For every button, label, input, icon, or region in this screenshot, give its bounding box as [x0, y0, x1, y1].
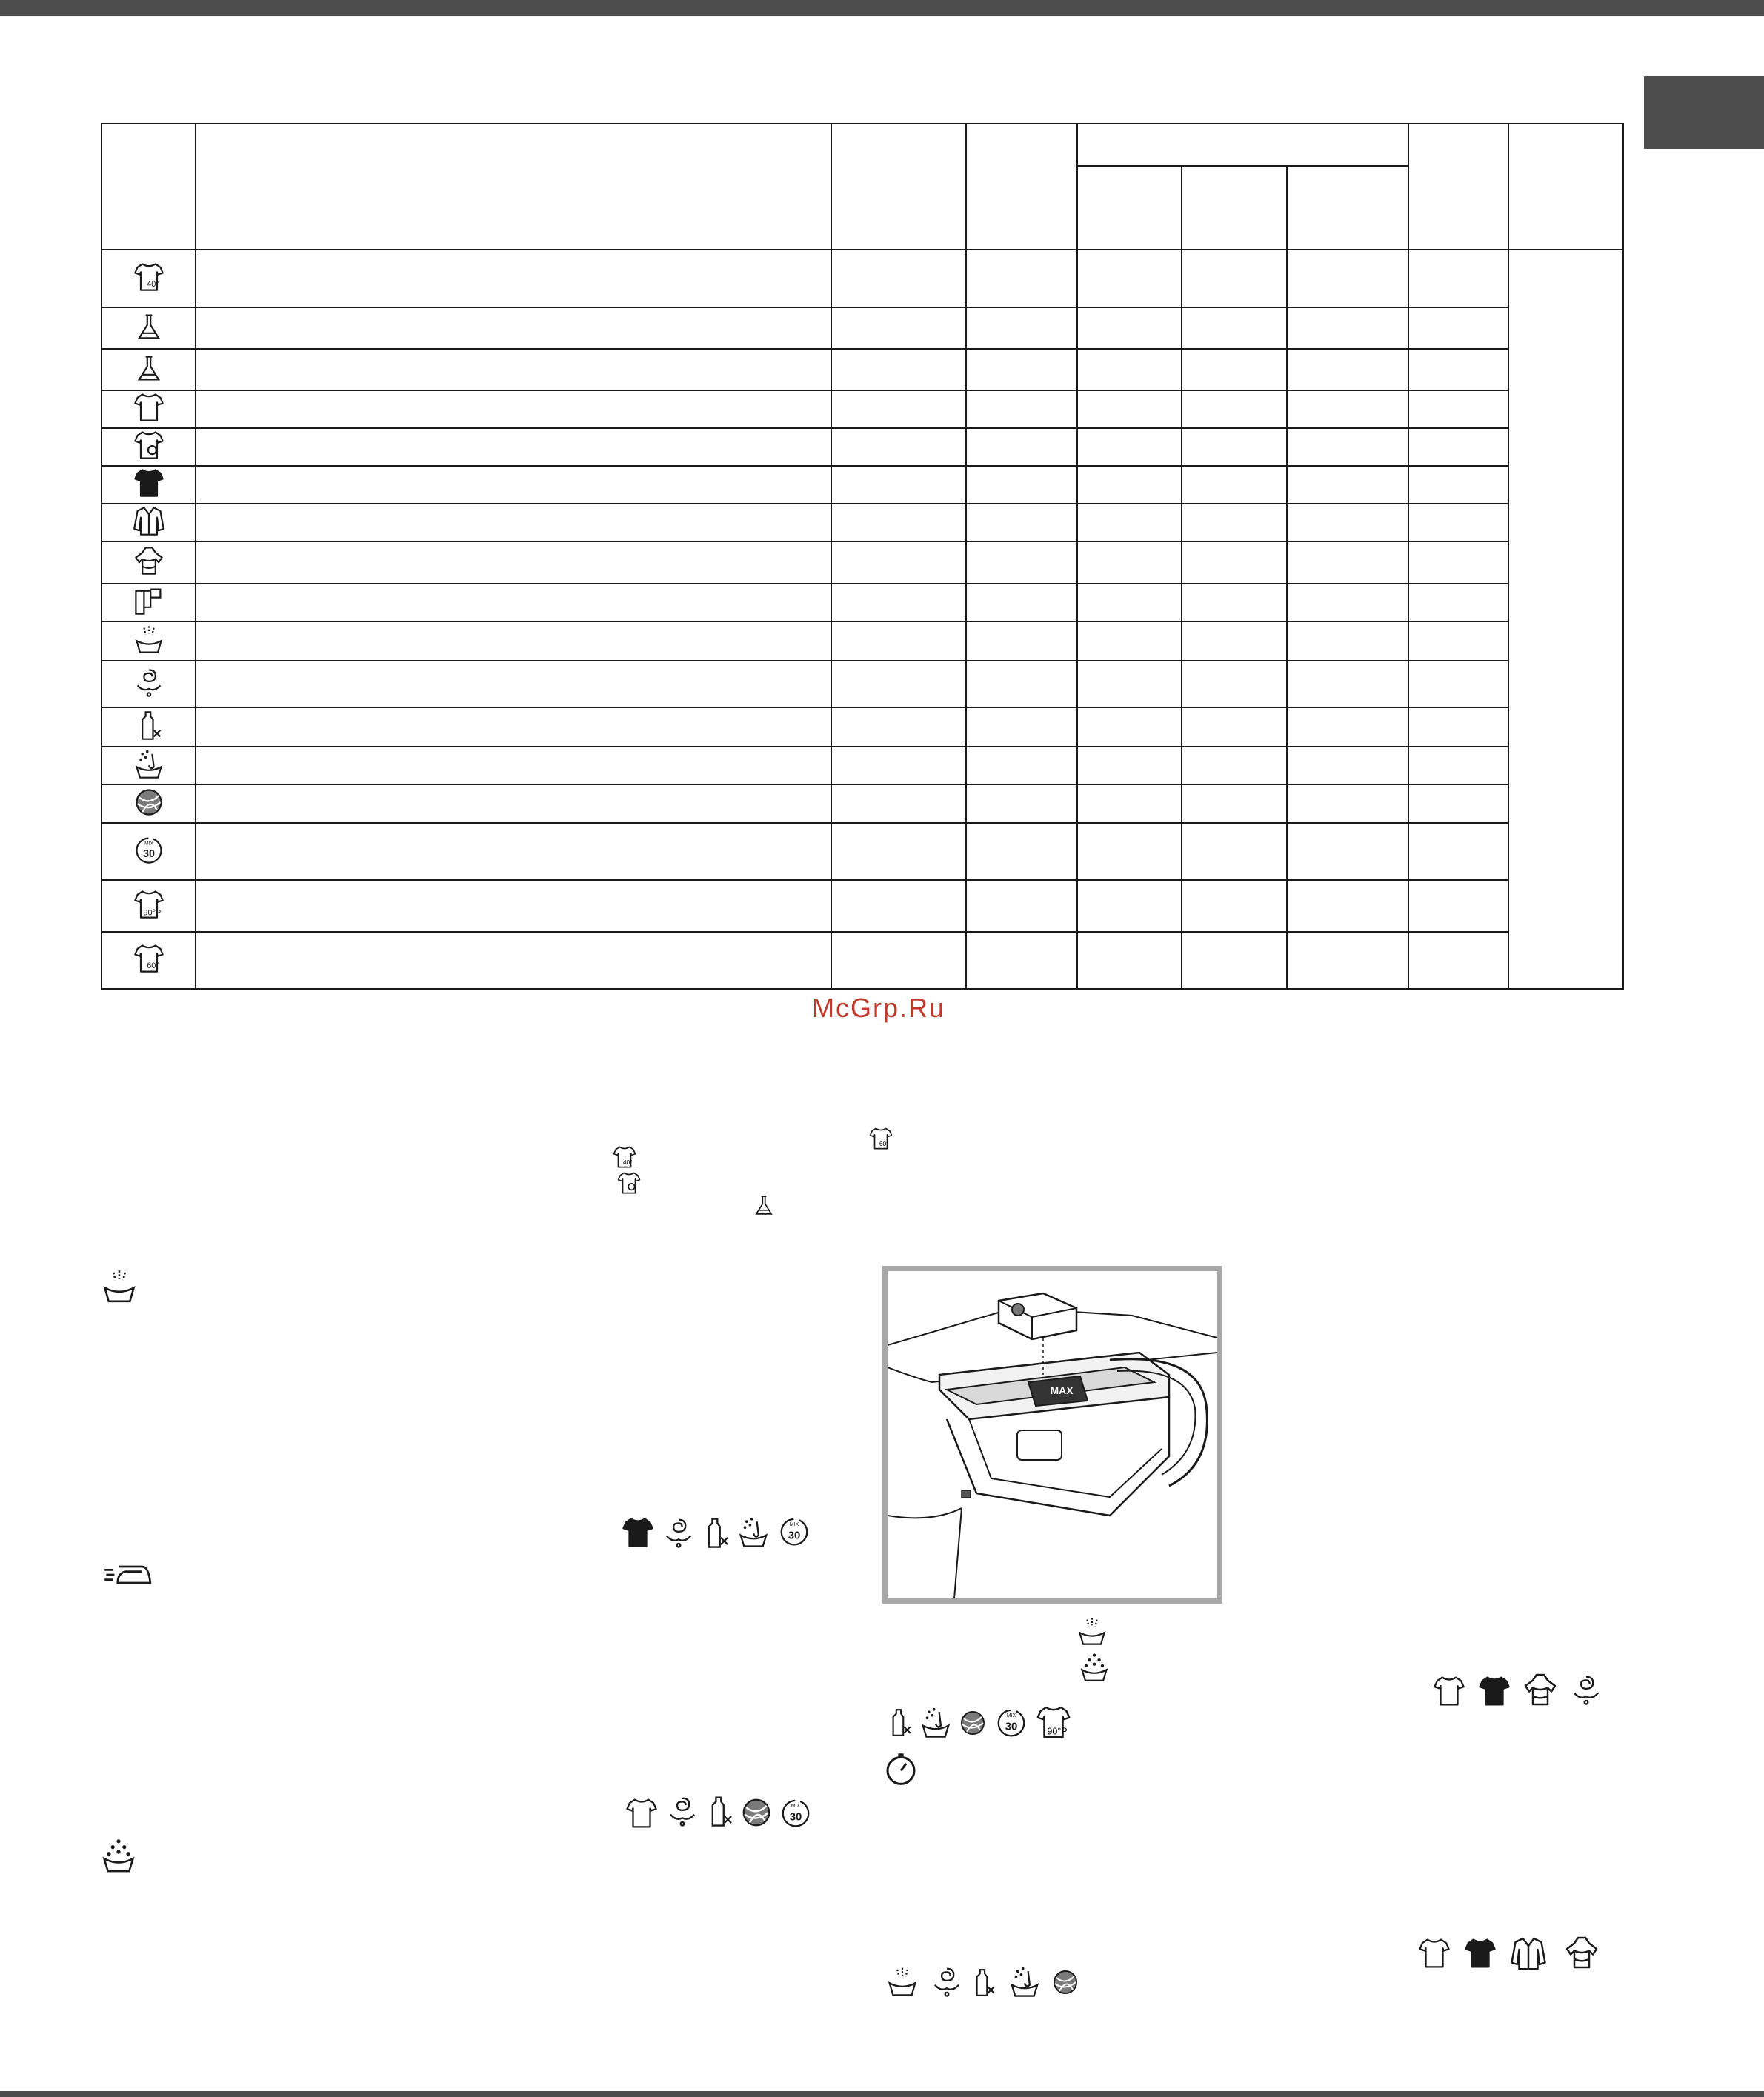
wool-basin-icon	[1076, 1615, 1108, 1647]
header-cell	[101, 124, 196, 250]
cotton-90p-icon	[1035, 1704, 1072, 1741]
wool-basin-icon	[885, 1964, 919, 1998]
table-row	[101, 584, 1623, 621]
mix-30-icon	[994, 1705, 1028, 1739]
header-cell	[1508, 124, 1623, 250]
mixed-shirt-icon	[625, 1796, 659, 1830]
header-cell	[1408, 124, 1508, 250]
last-column-cell	[1508, 250, 1623, 989]
down-jacket-icon	[132, 544, 166, 577]
dark-shirt-icon	[621, 1516, 655, 1550]
table-row	[101, 707, 1623, 747]
baby-bottle-icon	[699, 1514, 733, 1551]
cotton-40-icon	[612, 1144, 637, 1170]
table-row	[101, 307, 1623, 349]
down-jacket-icon	[1522, 1671, 1559, 1708]
synthetics-flask-icon	[132, 310, 166, 343]
header-cell	[1182, 166, 1287, 250]
cotton-90p-icon	[132, 888, 166, 921]
baby-stain-shirt-icon	[132, 429, 166, 461]
header-cell	[196, 124, 831, 250]
mixed-shirt-icon	[1432, 1674, 1466, 1708]
silk-lingerie-icon	[930, 1963, 964, 2000]
mix-30-icon	[132, 833, 166, 866]
header-cell	[966, 124, 1077, 250]
table-row	[101, 621, 1623, 661]
svg-text:60°: 60°	[879, 1140, 889, 1148]
svg-text:90°P: 90°P	[1047, 1726, 1068, 1737]
wool-ball-icon	[132, 786, 166, 819]
svg-text:40°: 40°	[146, 279, 159, 289]
table-row	[101, 880, 1623, 932]
dark-shirt-icon	[132, 467, 166, 499]
wool-ball-icon	[739, 1796, 773, 1830]
baby-bottle-icon	[132, 709, 166, 741]
table-header-row	[101, 124, 1623, 166]
table-row	[101, 784, 1623, 823]
dark-shirt-icon	[1477, 1674, 1511, 1708]
hand-wash-icon	[1008, 1964, 1042, 1998]
svg-text:60°: 60°	[146, 961, 159, 971]
pre-wash-basin-icon	[1078, 1649, 1111, 1684]
top-bar	[0, 0, 1764, 16]
bottom-bar	[0, 2091, 1764, 2097]
hand-wash-icon	[132, 747, 166, 780]
towels-icon	[132, 584, 166, 617]
down-jacket-icon	[1563, 1933, 1600, 1972]
mix-30-icon	[779, 1796, 813, 1830]
header-cell	[831, 124, 966, 250]
synthetics-flask-2-icon	[132, 352, 166, 384]
dark-shirt-icon	[1463, 1936, 1497, 1970]
baby-bottle-icon	[702, 1793, 736, 1830]
mix-30-icon	[777, 1514, 811, 1548]
hand-wash-icon	[736, 1514, 770, 1550]
table-row	[101, 250, 1623, 307]
wool-basin-icon	[132, 623, 166, 656]
silk-lingerie-icon	[665, 1793, 699, 1830]
table-row	[101, 349, 1623, 390]
wool-basin-icon	[100, 1267, 139, 1305]
max-label: MAX	[1050, 1384, 1074, 1396]
watermark-text: McGrp.Ru	[812, 993, 946, 1023]
cotton-40-icon	[132, 261, 166, 293]
silk-lingerie-icon	[1569, 1671, 1603, 1708]
header-cell	[1077, 166, 1182, 250]
svg-text:40°: 40°	[622, 1158, 633, 1167]
baby-bottle-icon	[968, 1963, 999, 2001]
table-row	[101, 661, 1623, 707]
baby-stain-shirt-icon	[616, 1170, 642, 1196]
svg-text:90°P: 90°P	[142, 907, 161, 917]
mixed-shirt-icon	[132, 391, 166, 424]
header-cell	[1077, 124, 1408, 166]
table-row	[101, 541, 1623, 584]
mixed-shirt-icon	[1417, 1936, 1451, 1970]
synthetics-flask-icon	[751, 1193, 776, 1218]
iron-icon	[99, 1558, 156, 1591]
hand-wash-icon	[919, 1705, 953, 1739]
table-row	[101, 466, 1623, 504]
cotton-60-icon	[132, 942, 166, 975]
table-row	[101, 504, 1623, 541]
programme-table	[101, 123, 1624, 990]
table-row	[101, 428, 1623, 466]
wool-ball-icon	[1051, 1967, 1080, 1997]
detergent-drawer-illustration	[882, 1266, 1222, 1604]
pre-wash-basin-icon	[99, 1836, 138, 1874]
table-row	[101, 932, 1623, 989]
shirt-jacket-icon	[132, 504, 166, 537]
header-cell	[1287, 166, 1408, 250]
section-tab	[1644, 76, 1764, 149]
table-row	[101, 747, 1623, 784]
shirt-jacket-icon	[1510, 1935, 1547, 1972]
silk-lingerie-icon	[132, 666, 166, 699]
wool-ball-icon	[958, 1708, 988, 1738]
timer-icon	[883, 1750, 919, 1788]
silk-lingerie-icon	[662, 1514, 696, 1551]
baby-bottle-icon	[884, 1704, 915, 1741]
table-row	[101, 823, 1623, 880]
cotton-60-icon	[868, 1126, 893, 1151]
table-row	[101, 390, 1623, 428]
